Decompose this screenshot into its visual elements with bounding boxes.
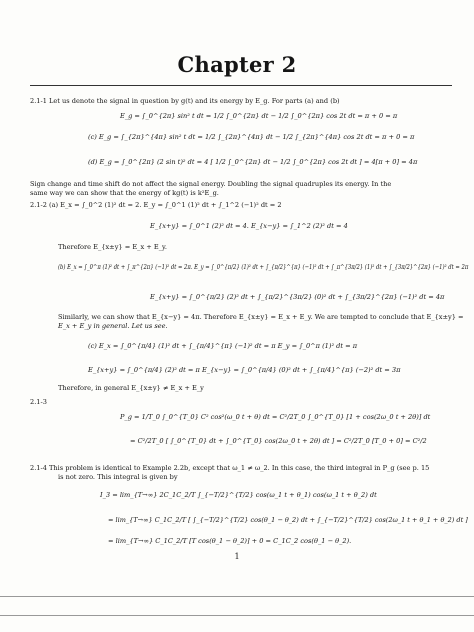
bottom-rule-2 — [0, 615, 474, 616]
text-line-l04: (d) E_g = ∫_0^{2π} (2 sin t)² dt = 4 [ 1/2 ∫_0^{2π} dt − 1/2 ∫_0^{2π} cos 2t dt ] = 4[π + 0] = 4π — [88, 158, 418, 166]
text-line-l05: Sign change and time shift do not affect the signal energy. Doubling the signal quadruples its energy. In the — [30, 180, 392, 188]
text-line-l01: 2.1-1 Let us denote the signal in question by g(t) and its energy by E_g. For parts (a) and (b) — [30, 97, 340, 105]
text-line-l14: (c) E_x = ∫_0^{π/4} (1)² dt + ∫_{π/4}^{π} (−1)² dt = π E_y = ∫_0^π (1)² dt = π — [88, 342, 358, 350]
text-line-l11: E_{x+y} = ∫_0^{π/2} (2)² dt + ∫_{π/2}^{3π/2} (0)² dt + ∫_{3π/2}^{2π} (−1)² dt = 4π — [150, 293, 445, 301]
text-line-l23: = lim_{T→∞} C_1C_2/T [ ∫_{−T/2}^{T/2} cos(θ_1 − θ_2) dt + ∫_{−T/2}^{T/2} cos(2ω_1 t + θ_1 + θ_2) dt ] — [108, 516, 468, 524]
text-line-l22: I_3 = lim_{T→∞} 2C_1C_2/T ∫_{−T/2}^{T/2} cos(ω_1 t + θ_1) cos(ω_1 t + θ_2) dt — [100, 491, 377, 499]
page-number: 1 — [234, 552, 240, 561]
text-line-l17: 2.1-3 — [30, 398, 47, 406]
title-rule — [30, 85, 452, 86]
text-line-l02: E_g = ∫_0^{2π} sin² t dt = 1/2 ∫_0^{2π} dt − 1/2 ∫_0^{2π} cos 2t dt = π + 0 = π — [120, 112, 398, 120]
text-line-l09: Therefore E_{x±y} = E_x + E_y. — [58, 243, 167, 251]
text-line-l24: = lim_{T→∞} C_1C_2/T [T cos(θ_1 − θ_2)] + 0 = C_1C_2 cos(θ_1 − θ_2). — [108, 537, 352, 545]
chapter-title: Chapter 2 — [177, 52, 297, 77]
text-line-l03: (c) E_g = ∫_{2π}^{4π} sin² t dt = 1/2 ∫_{2π}^{4π} dt − 1/2 ∫_{2π}^{4π} cos 2t dt = π + 0 = π — [88, 133, 415, 141]
text-line-l07: 2.1-2 (a) E_x = ∫_0^2 (1)² dt = 2. E_y = ∫_0^1 (1)² dt + ∫_1^2 (−1)² dt = 2 — [30, 201, 282, 209]
text-line-l15: E_{x+y} = ∫_0^{π/4} (2)² dt = π E_{x−y} = ∫_0^{π/4} (0)² dt + ∫_{π/4}^{π} (−2)² dt = 3π — [88, 366, 401, 374]
text-line-l12: Similarly, we can show that E_{x−y} = 4π. Therefore E_{x±y} = E_x + E_y. We are tempted to conclude that E_{x±y} = — [58, 313, 464, 321]
text-line-l08: E_{x+y} = ∫_0^1 (2)² dt = 4. E_{x−y} = ∫_1^2 (2)² dt = 4 — [150, 222, 348, 230]
text-line-l16: Therefore, in general E_{x±y} ≠ E_x + E_y — [58, 384, 204, 392]
text-line-l20: 2.1-4 This problem is identical to Example 2.2b, except that ω_1 ≠ ω_2. In this case, the third integral in P_g (see p. 15 — [30, 464, 430, 472]
text-line-l13: E_x + E_y in general. Let us see. — [58, 322, 168, 330]
text-line-l18: P_g = 1/T_0 ∫_0^{T_0} C² cos²(ω_0 t + θ) dt = C²/2T_0 ∫_0^{T_0} [1 + cos(2ω_0 t + 2θ)] dt — [120, 413, 431, 421]
bottom-rule — [0, 596, 474, 597]
text-line-l06: same way we can show that the energy of kg(t) is k²E_g. — [30, 189, 219, 197]
text-line-l21: is not zero. This integral is given by — [58, 473, 178, 481]
text-line-l10: (b) E_x = ∫_0^π (1)² dt + ∫_π^{2π} (−1)² dt = 2π. E_y = ∫_0^{π/2} (1)² dt + ∫_{π/2}^{π} (−1)² dt + ∫_π^{3π/2} (1)² dt + ∫_{3π/2}^{2π} (−1)² dt = 2π — [58, 263, 469, 271]
text-line-l19: = C²/2T_0 [ ∫_0^{T_0} dt + ∫_0^{T_0} cos(2ω_0 t + 2θ) dt ] = C²/2T_0 [T_0 + 0] = C²/2 — [130, 437, 427, 445]
